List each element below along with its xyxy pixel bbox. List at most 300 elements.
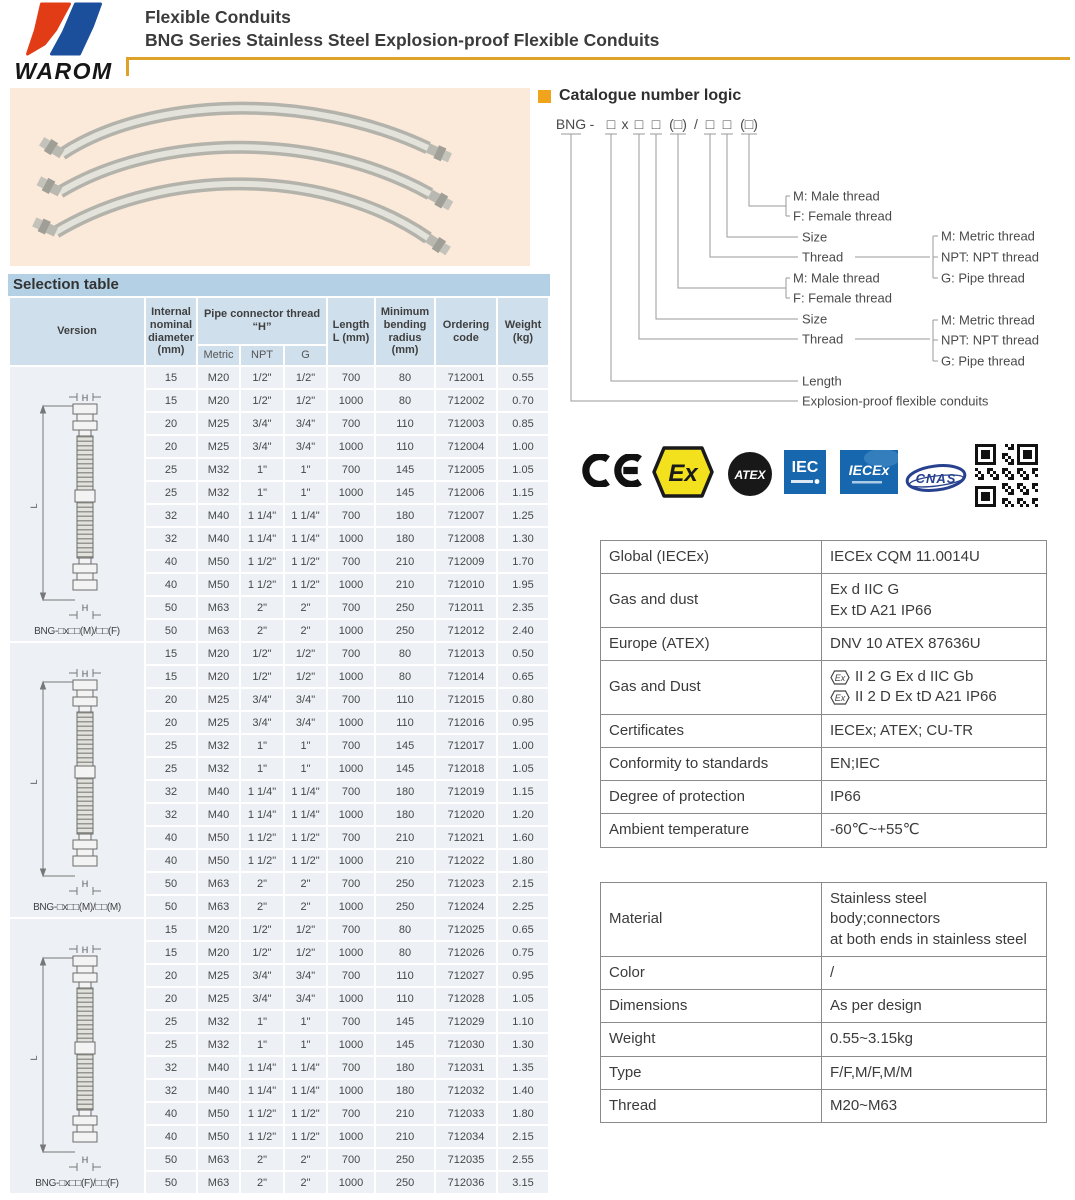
cell: 712021 <box>436 827 496 848</box>
cell: M20 <box>198 942 239 963</box>
cell: 1 1/4" <box>285 1057 326 1078</box>
cell: 712009 <box>436 551 496 572</box>
svg-text:-: - <box>589 116 595 132</box>
conduit-drawing <box>17 390 137 622</box>
table-row <box>601 956 1047 989</box>
cell: 3.15 <box>498 1172 548 1193</box>
svg-text:M: Metric thread: M: Metric thread <box>941 312 1035 328</box>
svg-text:NPT: NPT thread: NPT: NPT thread <box>941 332 1040 348</box>
cell: 712004 <box>436 436 496 457</box>
cell: 2" <box>285 896 326 917</box>
svg-text:□: □ <box>606 116 616 132</box>
cell: 1000 <box>328 850 374 871</box>
cell: 3/4" <box>241 965 283 986</box>
cert-value: Ex II 2 G Ex d IIC Gb Ex II 2 D Ex tD A21 IP66 <box>822 661 1047 715</box>
cell: 3/4" <box>241 436 283 457</box>
cell: 1 1/4" <box>241 781 283 802</box>
svg-text:Thread: Thread <box>802 249 844 265</box>
cell: 25 <box>146 1011 196 1032</box>
cell: 110 <box>376 988 434 1009</box>
cell: 1000 <box>328 436 374 457</box>
spec-label: Thread <box>601 1089 822 1122</box>
cert-value: IP66 <box>822 781 1047 814</box>
section-bullet <box>538 90 551 103</box>
svg-text:L: L <box>29 779 39 785</box>
cell: 210 <box>376 551 434 572</box>
cell: 110 <box>376 413 434 434</box>
cell: 2.55 <box>498 1149 548 1170</box>
version-code: BNG-□x□□(F)/□□(F) <box>35 1178 119 1189</box>
cell: 1/2" <box>285 390 326 411</box>
svg-text:x: x <box>621 116 629 132</box>
cert-label: Europe (ATEX) <box>601 627 822 660</box>
cell: 712020 <box>436 804 496 825</box>
cell: M63 <box>198 896 239 917</box>
cell: 712019 <box>436 781 496 802</box>
selection-table <box>8 296 550 1195</box>
cell: 1.15 <box>498 482 548 503</box>
cell: M40 <box>198 804 239 825</box>
cell: 40 <box>146 827 196 848</box>
cell: 700 <box>328 643 374 664</box>
svg-text:Thread: Thread <box>802 331 844 347</box>
cell: 712028 <box>436 988 496 1009</box>
cell: 700 <box>328 1103 374 1124</box>
cell: 1/2" <box>285 666 326 687</box>
cell: 1 1/2" <box>285 574 326 595</box>
catalogue-diagram <box>540 108 1075 410</box>
cell: 700 <box>328 1011 374 1032</box>
cell: 15 <box>146 666 196 687</box>
svg-text:G: Pipe thread: G: Pipe thread <box>941 270 1025 286</box>
cert-label: Degree of protection <box>601 781 822 814</box>
table-row <box>601 1056 1047 1089</box>
page-subtitle: BNG Series Stainless Steel Explosion-proof Flexible Conduits <box>145 30 660 50</box>
cell: 1" <box>241 758 283 779</box>
svg-text:BNG: BNG <box>555 116 587 132</box>
cell: 712030 <box>436 1034 496 1055</box>
cell: 25 <box>146 735 196 756</box>
cell: 1.25 <box>498 505 548 526</box>
cell: 1.80 <box>498 1103 548 1124</box>
cell: 3/4" <box>241 988 283 1009</box>
cell: M25 <box>198 436 239 457</box>
cell: 1 1/2" <box>241 1103 283 1124</box>
svg-text:□: □ <box>634 116 644 132</box>
cell: 0.65 <box>498 919 548 940</box>
cell: 145 <box>376 1011 434 1032</box>
col-radius: Minimum bending radius (mm) <box>376 298 434 365</box>
spec-value: As per design <box>822 990 1047 1023</box>
ce-mark-logo <box>580 454 646 487</box>
cell: M20 <box>198 390 239 411</box>
cell: 15 <box>146 919 196 940</box>
selection-table-title: Selection table <box>8 274 550 296</box>
cell: 2" <box>285 873 326 894</box>
version-code: BNG-□x□□(M)/□□(F) <box>34 626 120 637</box>
svg-text:M: Male thread: M: Male thread <box>793 188 880 204</box>
cell: 1.40 <box>498 1080 548 1101</box>
cell: 1.10 <box>498 1011 548 1032</box>
cell: 2" <box>241 1172 283 1193</box>
cell: 250 <box>376 873 434 894</box>
cell: 1/2" <box>285 919 326 940</box>
cell: 1" <box>285 758 326 779</box>
cell: 2.25 <box>498 896 548 917</box>
cell: 2.15 <box>498 1126 548 1147</box>
cell: 1/2" <box>241 390 283 411</box>
cell: M40 <box>198 781 239 802</box>
cell: 80 <box>376 919 434 940</box>
cell: 20 <box>146 689 196 710</box>
cell: 180 <box>376 1057 434 1078</box>
cert-label: Certificates <box>601 714 822 747</box>
cell: 180 <box>376 1080 434 1101</box>
cell: M40 <box>198 528 239 549</box>
cell: 15 <box>146 367 196 388</box>
ex-hexagon-logo <box>652 446 714 498</box>
cell: 40 <box>146 1103 196 1124</box>
table-row <box>10 643 548 664</box>
iecex-logo <box>840 450 898 494</box>
table-row <box>601 1023 1047 1056</box>
cell: 700 <box>328 919 374 940</box>
iec-logo <box>784 450 826 494</box>
header-rule-stub <box>126 57 129 76</box>
table-row <box>601 1089 1047 1122</box>
spec-label: Dimensions <box>601 990 822 1023</box>
cell: 712032 <box>436 1080 496 1101</box>
cell: 250 <box>376 597 434 618</box>
cell: M50 <box>198 574 239 595</box>
cell: 32 <box>146 804 196 825</box>
cell: 712013 <box>436 643 496 664</box>
cell: 3/4" <box>285 413 326 434</box>
cell: 2" <box>285 1149 326 1170</box>
cell: 700 <box>328 367 374 388</box>
cell: 1 1/2" <box>285 1126 326 1147</box>
cell: 145 <box>376 735 434 756</box>
cert-label: Gas and dust <box>601 574 822 628</box>
cert-label: Gas and Dust <box>601 661 822 715</box>
cell: 1 1/4" <box>285 528 326 549</box>
selection-table-body <box>10 367 548 1193</box>
cell: 250 <box>376 896 434 917</box>
cell: M63 <box>198 1149 239 1170</box>
ex-marking-icon <box>830 670 850 685</box>
cell: M32 <box>198 758 239 779</box>
cert-value: -60℃~+55℃ <box>822 814 1047 847</box>
cell: 700 <box>328 735 374 756</box>
table-row <box>601 541 1047 574</box>
cell: 1.30 <box>498 1034 548 1055</box>
cell: 110 <box>376 436 434 457</box>
cell: 712035 <box>436 1149 496 1170</box>
cell: 1.00 <box>498 436 548 457</box>
specification-table <box>600 882 1047 1123</box>
cell: 1" <box>285 1011 326 1032</box>
cell: 1/2" <box>241 919 283 940</box>
cell: 40 <box>146 574 196 595</box>
cell: 50 <box>146 1149 196 1170</box>
version-cell <box>10 367 144 641</box>
table-row <box>601 990 1047 1023</box>
svg-text:M: Metric thread: M: Metric thread <box>941 228 1035 244</box>
cell: M40 <box>198 1057 239 1078</box>
cell: 1000 <box>328 620 374 641</box>
cell: 700 <box>328 781 374 802</box>
catalogue-code <box>556 116 758 132</box>
svg-text:□: □ <box>722 116 732 132</box>
cell: 712003 <box>436 413 496 434</box>
cell: 15 <box>146 942 196 963</box>
conduit-drawing <box>17 942 137 1174</box>
cell: 1" <box>285 1034 326 1055</box>
cell: 712007 <box>436 505 496 526</box>
cell: 0.50 <box>498 643 548 664</box>
svg-text:(□): (□) <box>740 116 758 132</box>
spec-value: Stainless steel body;connectors at both ends in stainless steel <box>822 883 1047 957</box>
cell: 80 <box>376 390 434 411</box>
cell: M25 <box>198 712 239 733</box>
cell: 1000 <box>328 1172 374 1193</box>
cell: 20 <box>146 712 196 733</box>
warom-logo <box>10 2 128 84</box>
cell: 0.85 <box>498 413 548 434</box>
svg-text:Length: Length <box>802 373 842 389</box>
cell: 80 <box>376 643 434 664</box>
table-row <box>601 883 1047 957</box>
cell: 50 <box>146 873 196 894</box>
cell: 1 1/4" <box>285 781 326 802</box>
cell: 700 <box>328 551 374 572</box>
cell: 0.65 <box>498 666 548 687</box>
cell: 145 <box>376 1034 434 1055</box>
svg-text:□: □ <box>705 116 715 132</box>
col-g: G <box>285 346 326 365</box>
cell: 1/2" <box>285 942 326 963</box>
cell: M32 <box>198 1034 239 1055</box>
cert-label: Global (IECEx) <box>601 541 822 574</box>
cell: M63 <box>198 620 239 641</box>
cell: 712025 <box>436 919 496 940</box>
cell: 712015 <box>436 689 496 710</box>
cell: 712031 <box>436 1057 496 1078</box>
cell: M20 <box>198 919 239 940</box>
cell: 3/4" <box>285 712 326 733</box>
qr-code <box>975 444 1038 507</box>
cell: 1000 <box>328 482 374 503</box>
cell: 25 <box>146 1034 196 1055</box>
spec-label: Material <box>601 883 822 957</box>
cell: 0.75 <box>498 942 548 963</box>
cell: 1 1/2" <box>241 1126 283 1147</box>
svg-text:H: H <box>81 945 89 955</box>
atex-logo <box>726 450 774 498</box>
svg-text:Ex: Ex <box>834 692 846 703</box>
cell: M32 <box>198 459 239 480</box>
cell: 2.35 <box>498 597 548 618</box>
cell: 712011 <box>436 597 496 618</box>
cell: M50 <box>198 850 239 871</box>
cell: 1000 <box>328 1080 374 1101</box>
cell: 1 1/2" <box>241 574 283 595</box>
cell: 712016 <box>436 712 496 733</box>
cell: 3/4" <box>285 988 326 1009</box>
cell: 1.60 <box>498 827 548 848</box>
cell: 1000 <box>328 758 374 779</box>
cell: 2" <box>241 1149 283 1170</box>
cell: 1" <box>241 1034 283 1055</box>
cell: 712034 <box>436 1126 496 1147</box>
cell: 712012 <box>436 620 496 641</box>
cell: 110 <box>376 712 434 733</box>
cell: 1 1/2" <box>241 850 283 871</box>
cell: M63 <box>198 873 239 894</box>
cert-value: IECEx; ATEX; CU-TR <box>822 714 1047 747</box>
cell: 32 <box>146 1080 196 1101</box>
version-cell <box>10 643 144 917</box>
version-code: BNG-□x□□(M)/□□(M) <box>33 902 121 913</box>
table-row <box>601 714 1047 747</box>
cell: 1000 <box>328 712 374 733</box>
product-photo <box>10 88 530 266</box>
cell: 1000 <box>328 942 374 963</box>
svg-text:G: Pipe thread: G: Pipe thread <box>941 353 1025 369</box>
cell: 50 <box>146 597 196 618</box>
version-cell <box>10 919 144 1193</box>
cell: M25 <box>198 988 239 1009</box>
cell: 32 <box>146 1057 196 1078</box>
cell: 1 1/2" <box>285 1103 326 1124</box>
cell: 0.95 <box>498 712 548 733</box>
cell: 712029 <box>436 1011 496 1032</box>
cell: 110 <box>376 965 434 986</box>
cell: 2" <box>285 597 326 618</box>
cell: M20 <box>198 367 239 388</box>
diagram-labels <box>793 188 1039 408</box>
cell: 712024 <box>436 896 496 917</box>
cell: M20 <box>198 666 239 687</box>
cell: 1.20 <box>498 804 548 825</box>
cell: 1 1/4" <box>241 804 283 825</box>
cell: 1000 <box>328 528 374 549</box>
cell: 712033 <box>436 1103 496 1124</box>
cell: 40 <box>146 850 196 871</box>
cell: 0.70 <box>498 390 548 411</box>
cell: 1" <box>241 482 283 503</box>
cell: 1.30 <box>498 528 548 549</box>
cell: 80 <box>376 367 434 388</box>
cell: 2" <box>285 620 326 641</box>
cell: 1 1/4" <box>241 1080 283 1101</box>
svg-text:H: H <box>81 879 89 889</box>
cell: 80 <box>376 942 434 963</box>
cell: 2.15 <box>498 873 548 894</box>
cell: 712017 <box>436 735 496 756</box>
cell: 50 <box>146 620 196 641</box>
cell: 2" <box>285 1172 326 1193</box>
spec-value: M20~M63 <box>822 1089 1047 1122</box>
cell: M32 <box>198 735 239 756</box>
cell: 25 <box>146 758 196 779</box>
cell: 180 <box>376 505 434 526</box>
cell: 50 <box>146 1172 196 1193</box>
svg-text:H: H <box>81 393 89 403</box>
cell: 712027 <box>436 965 496 986</box>
cell: 210 <box>376 1103 434 1124</box>
svg-text:M: Male thread: M: Male thread <box>793 270 880 286</box>
cell: 1" <box>241 459 283 480</box>
cell: 1 1/4" <box>241 1057 283 1078</box>
cell: 1 1/2" <box>285 551 326 572</box>
cell: 700 <box>328 689 374 710</box>
cell: M63 <box>198 1172 239 1193</box>
svg-text:Size: Size <box>802 229 828 245</box>
cell: 0.55 <box>498 367 548 388</box>
cell: 1.70 <box>498 551 548 572</box>
cell: 2" <box>241 873 283 894</box>
cell: 1" <box>285 735 326 756</box>
spec-label: Color <box>601 956 822 989</box>
svg-text:Explosion-proof flexible condu: Explosion-proof flexible conduits <box>802 393 989 409</box>
cell: 700 <box>328 413 374 434</box>
cell: 1000 <box>328 574 374 595</box>
cell: M25 <box>198 413 239 434</box>
cell: 1000 <box>328 1034 374 1055</box>
cell: 3/4" <box>241 413 283 434</box>
cell: 210 <box>376 827 434 848</box>
cell: M25 <box>198 965 239 986</box>
svg-text:IECEx: IECEx <box>848 462 890 478</box>
cell: M50 <box>198 1126 239 1147</box>
header-rule <box>126 57 1070 60</box>
cell: 250 <box>376 1172 434 1193</box>
cell: 145 <box>376 482 434 503</box>
diagram-lines <box>561 134 938 401</box>
svg-text:ATEX: ATEX <box>734 468 766 482</box>
svg-text:Ex: Ex <box>834 672 846 683</box>
svg-text:F: Female thread: F: Female thread <box>793 208 892 224</box>
cert-value: Ex d IIC G Ex tD A21 IP66 <box>822 574 1047 628</box>
svg-text:(□): (□) <box>669 116 687 132</box>
cell: 1.15 <box>498 781 548 802</box>
cell: M25 <box>198 689 239 710</box>
cell: 1/2" <box>241 942 283 963</box>
cell: 32 <box>146 505 196 526</box>
logo-wordmark: WAROM <box>14 58 113 84</box>
cell: 1" <box>241 1011 283 1032</box>
table-row <box>10 367 548 388</box>
cell: 1" <box>285 482 326 503</box>
col-version: Version <box>10 298 144 365</box>
cell: 210 <box>376 1126 434 1147</box>
cell: 250 <box>376 1149 434 1170</box>
cell: 1.00 <box>498 735 548 756</box>
cnas-logo <box>904 460 968 496</box>
cell: 15 <box>146 390 196 411</box>
cell: M40 <box>198 505 239 526</box>
cell: 712022 <box>436 850 496 871</box>
cell: 712014 <box>436 666 496 687</box>
cell: 180 <box>376 781 434 802</box>
cell: 40 <box>146 551 196 572</box>
cell: 1 1/2" <box>285 827 326 848</box>
col-metric: Metric <box>198 346 239 365</box>
cell: 712026 <box>436 942 496 963</box>
cell: 712023 <box>436 873 496 894</box>
catalogue-heading: Catalogue number logic <box>559 87 742 104</box>
